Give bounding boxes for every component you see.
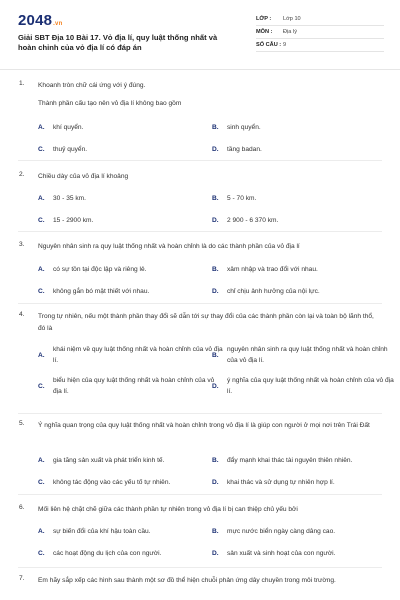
option-text: 2 900 - 6 370 km. [227, 217, 279, 224]
option-text: khí quyển. [53, 124, 84, 131]
option-text: không tác động vào các yếu tố tự nhiên. [53, 479, 171, 486]
option-c[interactable] [38, 215, 223, 226]
option-b[interactable] [212, 455, 397, 466]
option-a[interactable] [38, 344, 223, 366]
option-letter: C. [38, 550, 45, 557]
option-text: sản xuất và sinh hoạt của con người. [227, 550, 336, 557]
meta-key: SỐ CÂU : [256, 42, 282, 48]
question-number: 3. [19, 241, 25, 248]
option-text: đẩy mạnh khai thác tài nguyên thiên nhiên. [227, 457, 353, 464]
meta-value: 9 [283, 42, 287, 48]
option-letter: D. [212, 217, 219, 224]
option-letter: D. [212, 288, 219, 295]
option-letter: B. [212, 351, 219, 359]
meta-value: Lớp 10 [283, 16, 301, 22]
option-text: nguyên nhân sinh ra quy luật thống nhất và hoàn chỉnh của vỏ địa lí. [227, 346, 388, 364]
option-letter: A. [38, 528, 45, 535]
option-text: không gắn bó mật thiết với nhau. [53, 288, 150, 295]
option-c[interactable] [38, 375, 223, 397]
option-letter: C. [38, 479, 45, 486]
option-letter: D. [212, 479, 219, 486]
option-b[interactable] [212, 526, 397, 537]
header [0, 0, 400, 70]
question-text: Trong tự nhiên, nếu một thành phần thay đổi sẽ dẫn tới sự thay đổi của các thành phần còn lại và toàn bộ lãnh thổ, đó là [38, 313, 374, 332]
option-text: gia tăng sản xuất và phát triển kinh tế. [53, 457, 165, 464]
question-number: 2. [19, 171, 25, 178]
site-logo[interactable] [18, 12, 62, 29]
option-text: thuỷ quyển. [53, 146, 88, 153]
meta-table [256, 13, 384, 52]
option-text: 15 - 2900 km. [53, 217, 94, 224]
option-text: chỉ chịu ảnh hưởng của nội lực. [227, 288, 320, 295]
option-letter: B. [212, 266, 219, 273]
option-letter: A. [38, 195, 45, 202]
meta-key: MÔN : [256, 29, 273, 35]
option-text: xâm nhập và trao đổi với nhau. [227, 266, 318, 273]
option-text: mực nước biển ngày càng dâng cao. [227, 528, 336, 535]
question-number: 7. [19, 575, 25, 582]
option-b[interactable] [212, 193, 397, 204]
option-letter: B. [212, 528, 219, 535]
option-b[interactable] [212, 264, 397, 275]
option-c[interactable] [38, 286, 223, 297]
option-letter: D. [212, 146, 219, 153]
option-letter: A. [38, 457, 45, 464]
option-letter: C. [38, 146, 45, 153]
question-number: 5. [19, 420, 25, 427]
option-c[interactable] [38, 548, 223, 559]
divider [18, 231, 382, 232]
question-text: Nguyên nhân sinh ra quy luật thống nhất và hoàn chỉnh là do các thành phần của vỏ địa lí [38, 243, 300, 250]
option-text: khai thác và sử dụng tự nhiên hợp lí. [227, 479, 335, 486]
divider [18, 303, 382, 304]
option-c[interactable] [38, 477, 223, 488]
divider [18, 160, 382, 161]
question-text: Ý nghĩa quan trọng của quy luật thống nhất và hoàn chỉnh trong vỏ địa lí là giúp con người ở mọi nơi trên Trái Đất [38, 422, 370, 429]
option-text: 30 - 35 km. [53, 195, 86, 202]
option-letter: B. [212, 195, 219, 202]
option-d[interactable] [212, 375, 397, 397]
option-letter: C. [38, 288, 45, 295]
question-text: Chiều dày của vỏ địa lí khoảng [38, 173, 129, 180]
option-text: có sự tồn tại độc lập và riêng lẻ. [53, 266, 147, 273]
option-text: sự biến đổi của khí hậu toàn cầu. [53, 528, 151, 535]
option-letter: C. [38, 217, 45, 224]
option-text: các hoạt động du lịch của con người. [53, 550, 162, 557]
option-b[interactable] [212, 344, 397, 366]
option-d[interactable] [212, 144, 397, 155]
divider [18, 494, 382, 495]
meta-value: Địa lý [283, 29, 297, 35]
question-text: Mối liên hệ chặt chẽ giữa các thành phần tự nhiên trong vỏ địa lí bị can thiệp chủ yếu bởi [38, 506, 298, 513]
option-text: sinh quyển. [227, 124, 261, 131]
option-a[interactable] [38, 193, 223, 204]
meta-row-subject [256, 26, 384, 39]
option-letter: D. [212, 382, 219, 390]
option-a[interactable] [38, 264, 223, 275]
option-letter: D. [212, 550, 219, 557]
question-text: Em hãy sắp xếp các hình sau thành một sơ đồ thể hiện chuỗi phản ứng dây chuyền trong môi trường. [38, 577, 336, 584]
option-text: biểu hiện của quy luật thống nhất và hoàn chỉnh của vỏ địa lí. [53, 377, 215, 395]
question-number: 4. [19, 311, 25, 318]
meta-row-count [256, 39, 384, 52]
option-text: tầng badan. [227, 146, 262, 153]
option-letter: A. [38, 124, 45, 131]
option-d[interactable] [212, 215, 397, 226]
option-letter: B. [212, 124, 219, 131]
logo-suffix: .vn [53, 21, 63, 27]
option-c[interactable] [38, 144, 223, 155]
option-text: ý nghĩa của quy luật thống nhất và hoàn chỉnh của vỏ địa lí. [227, 377, 394, 395]
option-d[interactable] [212, 286, 397, 297]
question-text: Khoanh tròn chữ cái ứng với ý đúng. [38, 82, 146, 89]
option-letter: A. [38, 266, 45, 273]
divider [18, 413, 382, 414]
option-a[interactable] [38, 122, 223, 133]
option-a[interactable] [38, 455, 223, 466]
option-letter: B. [212, 457, 219, 464]
option-letter: A. [38, 351, 45, 359]
meta-key: LỚP : [256, 16, 272, 22]
document-title: Giải SBT Địa 10 Bài 17. Vỏ địa lí, quy luật thống nhất và hoàn chỉnh của vỏ địa lí có đáp án [18, 33, 218, 52]
question-number: 6. [19, 504, 25, 511]
question-subtext: Thành phần cấu tạo nên vỏ địa lí không bao gồm [38, 100, 182, 107]
option-a[interactable] [38, 526, 223, 537]
option-letter: C. [38, 382, 45, 390]
option-text: khái niệm về quy luật thống nhất và hoàn chỉnh của vỏ địa lí. [53, 346, 223, 364]
question-number: 1. [19, 80, 25, 87]
option-b[interactable] [212, 122, 397, 133]
option-d[interactable] [212, 548, 397, 559]
divider [18, 567, 382, 568]
meta-row-grade [256, 13, 384, 26]
option-text: 5 - 70 km. [227, 195, 257, 202]
logo-text: 2048 [18, 12, 53, 29]
option-d[interactable] [212, 477, 397, 488]
